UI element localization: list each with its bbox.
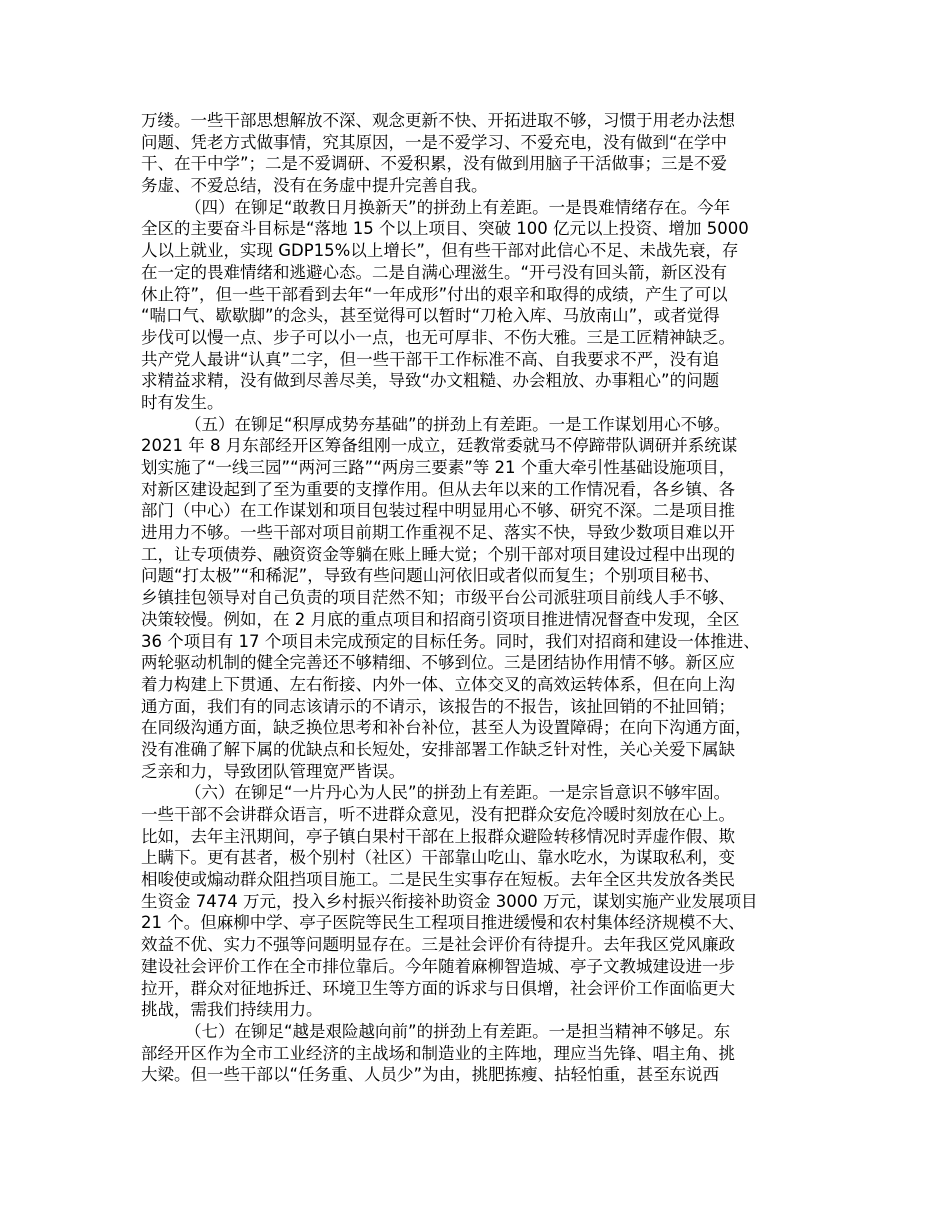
text-line: 上瞒下。更有甚者，极个别村（社区）干部靠山吃山、靠水吃水，为谋取私利，变 xyxy=(141,848,735,868)
text-line: 问题“打太极”“和稀泥”，导致有些问题山河依旧或者似而复生；个别项目秘书、 xyxy=(141,566,720,586)
text-line: 部门（中心）在工作谋划和项目包装过程中明显用心不够、研究不深。二是项目推 xyxy=(141,501,735,521)
text-line: 决策较慢。例如，在 2 月底的重点项目和招商引资项目推进情况督查中发现，全区 xyxy=(141,609,740,629)
text-line: 对新区建设起到了至为重要的支撑作用。但从去年以来的工作情况看，各乡镇、各 xyxy=(141,479,735,499)
text-line: 在同级沟通方面，缺乏换位思考和补台补位，甚至人为设置障碍；在向下沟通方面， xyxy=(141,718,752,738)
text-line: 通方面，我们有的同志该请示的不请示，该报告的不报告，该扯回销的不扯回销； xyxy=(141,696,735,716)
text-line: 乡镇挂包领导对自己负责的项目茫然不知；市级平台公司派驻项目前线人手不够、 xyxy=(141,588,735,608)
text-line: 比如，去年主汛期间，亭子镇白果村干部在上报群众避险转移情况时弄虚作假、欺 xyxy=(141,826,735,846)
text-line: 进用力不够。一些干部对项目前期工作重视不足、落实不快，导致少数项目难以开 xyxy=(141,523,735,543)
text-line: 部经开区作为全市工业经济的主战场和制造业的主阵地，理应当先锋、唱主角、挑 xyxy=(141,1043,735,1063)
text-line: 生资金 7474 万元，投入乡村振兴衔接补助资金 3000 万元，谋划实施产业发展项目 xyxy=(141,891,758,911)
text-line: 建设社会评价工作在全市排位靠后。今年随着麻柳智造城、亭子文教城建设进一步 xyxy=(141,956,735,976)
paragraph-first-line: （五）在铆足“积厚成势夯基础”的拼劲上有差距。一是工作谋划用心不够。 xyxy=(185,414,731,434)
text-line: 着力构建上下贯通、左右衔接、内外一体、立体交叉的高效运转体系，但在向上沟 xyxy=(141,674,735,694)
text-line: 工，让专项债券、融资资金等躺在账上睡大觉；个别干部对项目建设过程中出现的 xyxy=(141,544,735,564)
text-line: 求精益求精，没有做到尽善尽美，导致“办文粗糙、办会粗放、办事粗心”的问题 xyxy=(141,371,720,391)
text-line: 没有准确了解下属的优缺点和长短处，安排部署工作缺乏针对性，关心关爱下属缺 xyxy=(141,739,735,759)
paragraph-first-line: （七）在铆足“越是艰险越向前”的拼劲上有差距。一是担当精神不够足。东 xyxy=(185,1021,731,1041)
text-line: 相唆使或煽动群众阻挡项目施工。二是民生实事存在短板。去年全区共发放各类民 xyxy=(141,870,735,890)
text-line: 时有发生。 xyxy=(141,392,224,412)
text-line: 两轮驱动机制的健全完善还不够精细、不够到位。三是团结协作用情不够。新区应 xyxy=(141,653,735,673)
text-line: 拉开，群众对征地拆迁、环境卫生等方面的诉求与日俱增，社会评价工作面临更大 xyxy=(141,978,735,998)
document-page xyxy=(141,110,831,1086)
text-line: 务虚、不爱总结，没有在务虚中提升完善自我。 xyxy=(141,176,488,196)
text-line: 一些干部不会讲群众语言，听不进群众意见，没有把群众安危冷暖时刻放在心上。 xyxy=(141,805,735,824)
text-line: “喘口气、歇歇脚”的念头，甚至觉得可以暂时“刀枪入库、马放南山”，或者觉得 xyxy=(141,306,720,326)
text-line: 36 个项目有 17 个项目未完成预定的目标任务。同时，我们对招商和建设一体推进、 xyxy=(141,631,760,651)
text-line: 乏亲和力，导致团队管理宽严皆误。 xyxy=(141,761,405,781)
text-line: 休止符”，但一些干部看到去年“一年成形”付出的艰辛和取得的成绩，产生了可以 xyxy=(141,284,728,304)
text-line: 大梁。但一些干部以“任务重、人员少”为由，挑肥拣瘦、拈轻怕重，甚至东说西 xyxy=(141,1065,720,1085)
paragraph-first-line: （四）在铆足“敢教日月换新天”的拼劲上有差距。一是畏难情绪存在。今年 xyxy=(185,197,731,217)
text-line: 挑战，需我们持续用力。 xyxy=(141,1000,323,1020)
text-line: 步伐可以慢一点、步子可以小一点，也无可厚非、不伤大雅。三是工匠精神缺乏。 xyxy=(141,327,735,347)
text-line: 2021 年 8 月东部经开区筹备组刚一成立，廷教常委就马不停蹄带队调研并系统谋 xyxy=(141,436,738,456)
text-line: 全区的主要奋斗目标是“落地 15 个以上项目、突破 100 亿元以上投资、增加 5000 xyxy=(141,219,749,239)
text-line: 21 个。但麻柳中学、亭子医院等民生工程项目推进缓慢和农村集体经济规模不大、 xyxy=(141,913,745,933)
paragraph-first-line: （六）在铆足“一片丹心为人民”的拼劲上有差距。一是宗旨意识不够牢固。 xyxy=(185,783,731,803)
text-line: 在一定的畏难情绪和逃避心态。二是自满心理滋生。“开弓没有回头箭，新区没有 xyxy=(141,262,728,282)
text-line: 问题、凭老方式做事情，究其原因，一是不爱学习、不爱充电，没有做到“在学中 xyxy=(141,132,728,152)
text-line: 效益不优、实力不强等问题明显存在。三是社会评价有待提升。去年我区党风廉政 xyxy=(141,935,735,955)
text-line: 干、在干中学”；二是不爱调研、不爱积累，没有做到用脑子干活做事；三是不爱 xyxy=(141,154,728,174)
text-line: 人以上就业，实现 GDP15%以上增长”，但有些干部对此信心不足、未战先衰，存 xyxy=(141,241,739,261)
text-line: 万缕。一些干部思想解放不深、观念更新不快、开拓进取不够，习惯于用老办法想 xyxy=(141,111,735,130)
text-line: 共产党人最讲“认真”二字，但一些干部干工作标准不高、自我要求不严，没有追 xyxy=(141,349,720,369)
text-line: 划实施了“一线三园”“两河三路”“两房三要素”等 21 个重大牵引性基础设施项目， xyxy=(141,458,736,477)
